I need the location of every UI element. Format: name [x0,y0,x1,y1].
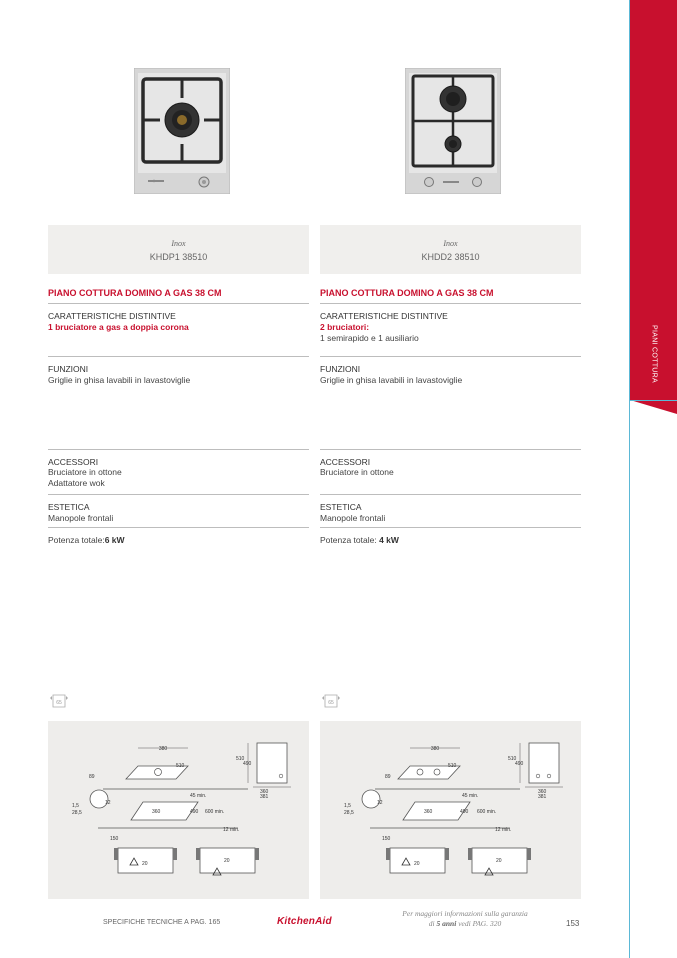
divider [48,449,309,450]
power-value: 6 kW [104,535,125,545]
svg-text:510: 510 [508,756,517,762]
accessories-label: ACCESSORI [48,457,99,467]
divider [320,494,581,495]
svg-text:600 min.: 600 min. [477,809,497,815]
svg-text:12 min.: 12 min. [223,827,240,833]
svg-text:150: 150 [110,836,119,842]
svg-text:490: 490 [243,761,252,767]
product-photo-khdp1 [134,68,230,194]
svg-text:360: 360 [424,809,433,815]
features-detail: 1 semirapido e 1 ausiliario [320,333,419,343]
features-value: 2 bruciatori: [320,322,370,332]
sidebar-rule [630,400,677,401]
svg-text:1,5: 1,5 [344,803,351,809]
svg-text:12: 12 [105,800,111,806]
svg-text:28,5: 28,5 [72,810,82,816]
divider [320,449,581,450]
features-value: 1 bruciatore a gas a doppia corona [48,322,189,332]
svg-text:510: 510 [236,756,245,762]
svg-text:12: 12 [377,800,383,806]
svg-text:381: 381 [538,794,547,800]
aesthetics-label: ESTETICA [320,502,362,512]
svg-text:381: 381 [260,794,269,800]
model-box [48,225,309,274]
reference-number: 65 [56,700,62,706]
svg-text:45 min.: 45 min. [462,793,479,799]
accessories-item-1: Bruciatore in ottone [48,467,122,477]
product-column-2 [320,0,581,958]
warranty-note: Per maggiori informazioni sulla garanzia di 5 anni vedi PAG. 320 [402,909,528,928]
svg-text:380: 380 [158,746,168,752]
svg-text:510: 510 [448,763,457,769]
model-box [320,225,581,274]
installation-diagram [48,721,309,899]
divider [48,303,309,304]
svg-text:360: 360 [538,789,547,795]
functions-label: FUNZIONI [48,364,89,374]
sidebar-label: PIANI COTTURA [650,325,658,383]
svg-text:360: 360 [260,789,269,795]
svg-text:20: 20 [414,861,420,867]
svg-text:1,5: 1,5 [72,803,79,809]
power-value: 4 kW [379,535,399,545]
svg-text:380: 380 [430,746,440,752]
finish-label: Inox [171,239,186,248]
product-column-1 [48,0,309,958]
functions-value: Griglie in ghisa lavabili in lavastoviglie [48,375,191,385]
svg-text:490: 490 [190,809,199,815]
svg-text:510: 510 [176,763,185,769]
spec-reference: SPECIFICHE TECNICHE A PAG. 165 [103,919,221,926]
total-power: Potenza totale:6 kW [48,535,125,545]
svg-text:490: 490 [460,809,469,815]
functions-value: Griglie in ghisa lavabili in lavastoviglie [320,375,463,385]
model-code: KHDD2 38510 [421,252,480,262]
functions-label: FUNZIONI [320,364,361,374]
svg-text:360: 360 [152,809,161,815]
divider [48,527,309,528]
accessories-item-2: Adattatore wok [48,478,105,488]
svg-text:12 min.: 12 min. [495,827,512,833]
product-title: PIANO COTTURA DOMINO A GAS 38 CM [320,288,494,298]
product-title: PIANO COTTURA DOMINO A GAS 38 CM [48,288,222,298]
svg-text:150: 150 [382,836,391,842]
svg-text:28,5: 28,5 [344,810,354,816]
reference-icon [322,693,340,709]
accessories-item-1: Bruciatore in ottone [320,467,394,477]
reference-icon [50,693,68,709]
divider [48,494,309,495]
finish-label: Inox [443,239,458,248]
aesthetics-value: Manopole frontali [320,513,386,523]
reference-number: 65 [328,700,334,706]
accessories-label: ACCESSORI [320,457,371,467]
aesthetics-label: ESTETICA [48,502,90,512]
installation-diagram [320,721,581,899]
svg-text:45 min.: 45 min. [190,793,207,799]
page-number: 153 [566,919,580,928]
divider [320,356,581,357]
total-power: Potenza totale: 4 kW [320,535,399,545]
product-photo-khdd2 [405,68,501,194]
svg-text:20: 20 [142,861,148,867]
kitchenaid-logo: KitchenAid [277,916,332,927]
sidebar-tab-tip [630,400,677,414]
svg-text:20: 20 [496,858,502,864]
features-label: CARATTERISTICHE DISTINTIVE [320,311,448,321]
svg-text:89: 89 [89,774,95,780]
divider [320,527,581,528]
model-code: KHDP1 38510 [149,252,208,262]
svg-text:600 min.: 600 min. [205,809,225,815]
svg-text:20: 20 [224,858,230,864]
svg-text:89: 89 [385,774,391,780]
divider [320,303,581,304]
aesthetics-value: Manopole frontali [48,513,114,523]
svg-text:490: 490 [515,761,524,767]
features-label: CARATTERISTICHE DISTINTIVE [48,311,176,321]
divider [48,356,309,357]
